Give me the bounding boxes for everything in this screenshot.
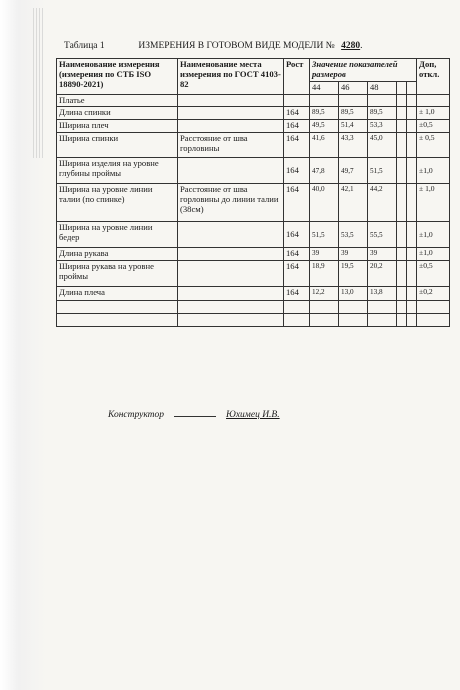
empty-cell: [339, 301, 368, 314]
table-caption: [64, 41, 444, 51]
empty-cell: [407, 248, 417, 261]
value-44: 40,0: [310, 184, 339, 222]
empty-cell: [417, 314, 450, 327]
measurement-name: Ширина спинки: [57, 133, 178, 158]
empty-cell: [397, 261, 407, 287]
tolerance-value: ±0,5: [417, 261, 450, 287]
measurement-place: [178, 248, 284, 261]
table-row-empty: [57, 301, 450, 314]
value-44: 47,8: [310, 158, 339, 184]
rost-value: 164: [284, 133, 310, 158]
value-44: 18,9: [310, 261, 339, 287]
empty-cell: [407, 261, 417, 287]
rost-value: 164: [284, 158, 310, 184]
section-title: Платье: [57, 94, 178, 107]
empty-cell: [397, 287, 407, 301]
value-46: 89,5: [339, 107, 368, 120]
empty-cell: [397, 107, 407, 120]
empty-cell: [397, 301, 407, 314]
empty-cell: [407, 184, 417, 222]
model-number: 4280: [341, 41, 361, 51]
measurement-name: Ширина изделия на уровне глубины проймы: [57, 158, 178, 184]
signature-line: [108, 410, 280, 420]
rost-value: 164: [284, 261, 310, 287]
value-48: 44,2: [368, 184, 397, 222]
signature-role: Конструктор: [108, 410, 165, 420]
measurement-place: [178, 261, 284, 287]
tolerance-value: ± 1,0: [417, 184, 450, 222]
value-46: 42,1: [339, 184, 368, 222]
empty-cell: [284, 301, 310, 314]
measurement-place: [178, 158, 284, 184]
empty-cell: [407, 158, 417, 184]
value-46: 53,5: [339, 222, 368, 248]
tolerance-value: ± 0,5: [417, 133, 450, 158]
value-48: 39: [368, 248, 397, 261]
empty-cell: [284, 94, 310, 107]
measurement-name: Длина спинки: [57, 107, 178, 120]
value-48: 45,0: [368, 133, 397, 158]
measurement-place: [178, 107, 284, 120]
tolerance-value: ± 1,0: [417, 107, 450, 120]
value-44: 41,6: [310, 133, 339, 158]
table-row: [57, 133, 450, 158]
measurement-place: [178, 222, 284, 248]
value-46: 19,5: [339, 261, 368, 287]
rost-value: 164: [284, 222, 310, 248]
tolerance-value: ±1,0: [417, 158, 450, 184]
empty-cell: [407, 287, 417, 301]
empty-cell: [178, 94, 284, 107]
empty-cell: [310, 314, 339, 327]
table-label: Таблица 1: [64, 41, 105, 51]
measurement-name: Длина рукава: [57, 248, 178, 261]
col-header-tolerance: Доп, откл.: [417, 59, 450, 95]
empty-cell: [407, 301, 417, 314]
table-row-empty: [57, 314, 450, 327]
empty-cell: [57, 301, 178, 314]
empty-cell: [407, 107, 417, 120]
value-46: 39: [339, 248, 368, 261]
title-period: .: [360, 41, 363, 51]
empty-cell: [397, 314, 407, 327]
value-48: 20,2: [368, 261, 397, 287]
table-row: [57, 184, 450, 222]
value-48: 53,3: [368, 120, 397, 133]
value-48: 51,5: [368, 158, 397, 184]
value-44: 39: [310, 248, 339, 261]
col-header-measurement: Наименование измерения (измерения по СТБ ISO 18890-2021): [57, 59, 178, 95]
rost-value: 164: [284, 120, 310, 133]
empty-cell: [407, 314, 417, 327]
measurement-name: Ширина на уровне линии талии (по спинке): [57, 184, 178, 222]
size-empty: [397, 81, 407, 94]
table-row: [57, 248, 450, 261]
measurement-name: Ширина рукава на уровне проймы: [57, 261, 178, 287]
empty-cell: [397, 94, 407, 107]
value-46: 49,7: [339, 158, 368, 184]
table-row: [57, 261, 450, 287]
empty-cell: [417, 94, 450, 107]
empty-cell: [284, 314, 310, 327]
empty-cell: [397, 184, 407, 222]
measurement-place: Расстояние от шва горловины: [178, 133, 284, 158]
value-44: 89,5: [310, 107, 339, 120]
measurement-name: Ширина плеч: [57, 120, 178, 133]
table-row: [57, 158, 450, 184]
size-46: 46: [339, 81, 368, 94]
empty-cell: [407, 120, 417, 133]
table-row: [57, 107, 450, 120]
col-header-place: Наименование места измерения по ГОСТ 4103-82: [178, 59, 284, 95]
measurement-place: [178, 287, 284, 301]
size-44: 44: [310, 81, 339, 94]
empty-cell: [397, 222, 407, 248]
empty-cell: [310, 94, 339, 107]
empty-cell: [178, 314, 284, 327]
value-48: 55,5: [368, 222, 397, 248]
value-48: 13,8: [368, 287, 397, 301]
empty-cell: [339, 94, 368, 107]
measurements-table: [56, 58, 450, 327]
col-header-rost: Рост: [284, 59, 310, 95]
measurement-name: Ширина на уровне линии бедер: [57, 222, 178, 248]
tolerance-value: ±1,0: [417, 222, 450, 248]
value-44: 51,5: [310, 222, 339, 248]
empty-cell: [397, 120, 407, 133]
header-row: [57, 59, 450, 82]
rost-value: 164: [284, 184, 310, 222]
empty-cell: [178, 301, 284, 314]
table-title: ИЗМЕРЕНИЯ В ГОТОВОМ ВИДЕ МОДЕЛИ №: [138, 41, 335, 51]
table-row: [57, 222, 450, 248]
empty-cell: [417, 301, 450, 314]
value-44: 12,2: [310, 287, 339, 301]
measurement-name: Длина плеча: [57, 287, 178, 301]
col-header-values: Значение показателей размеров: [310, 59, 417, 82]
table-row: [57, 287, 450, 301]
empty-cell: [407, 222, 417, 248]
rost-value: 164: [284, 248, 310, 261]
value-46: 51,4: [339, 120, 368, 133]
scan-artifact: [33, 8, 43, 158]
value-48: 89,5: [368, 107, 397, 120]
signature-blank: [174, 416, 216, 417]
empty-cell: [407, 133, 417, 158]
rost-value: 164: [284, 107, 310, 120]
empty-cell: [397, 133, 407, 158]
size-48: 48: [368, 81, 397, 94]
rost-value: 164: [284, 287, 310, 301]
empty-cell: [397, 158, 407, 184]
size-empty: [407, 81, 417, 94]
table-row: [57, 120, 450, 133]
measurement-place: Расстояние от шва горловины до линии талии (38см): [178, 184, 284, 222]
empty-cell: [339, 314, 368, 327]
empty-cell: [407, 94, 417, 107]
tolerance-value: ±0,5: [417, 120, 450, 133]
measurement-place: [178, 120, 284, 133]
empty-cell: [368, 94, 397, 107]
empty-cell: [57, 314, 178, 327]
empty-cell: [368, 301, 397, 314]
value-44: 49,5: [310, 120, 339, 133]
signature-name: Юхимец И.В.: [226, 410, 280, 420]
section-row: [57, 94, 450, 107]
empty-cell: [368, 314, 397, 327]
tolerance-value: ±0,2: [417, 287, 450, 301]
empty-cell: [397, 248, 407, 261]
tolerance-value: ±1,0: [417, 248, 450, 261]
value-46: 43,3: [339, 133, 368, 158]
value-46: 13,0: [339, 287, 368, 301]
empty-cell: [310, 301, 339, 314]
